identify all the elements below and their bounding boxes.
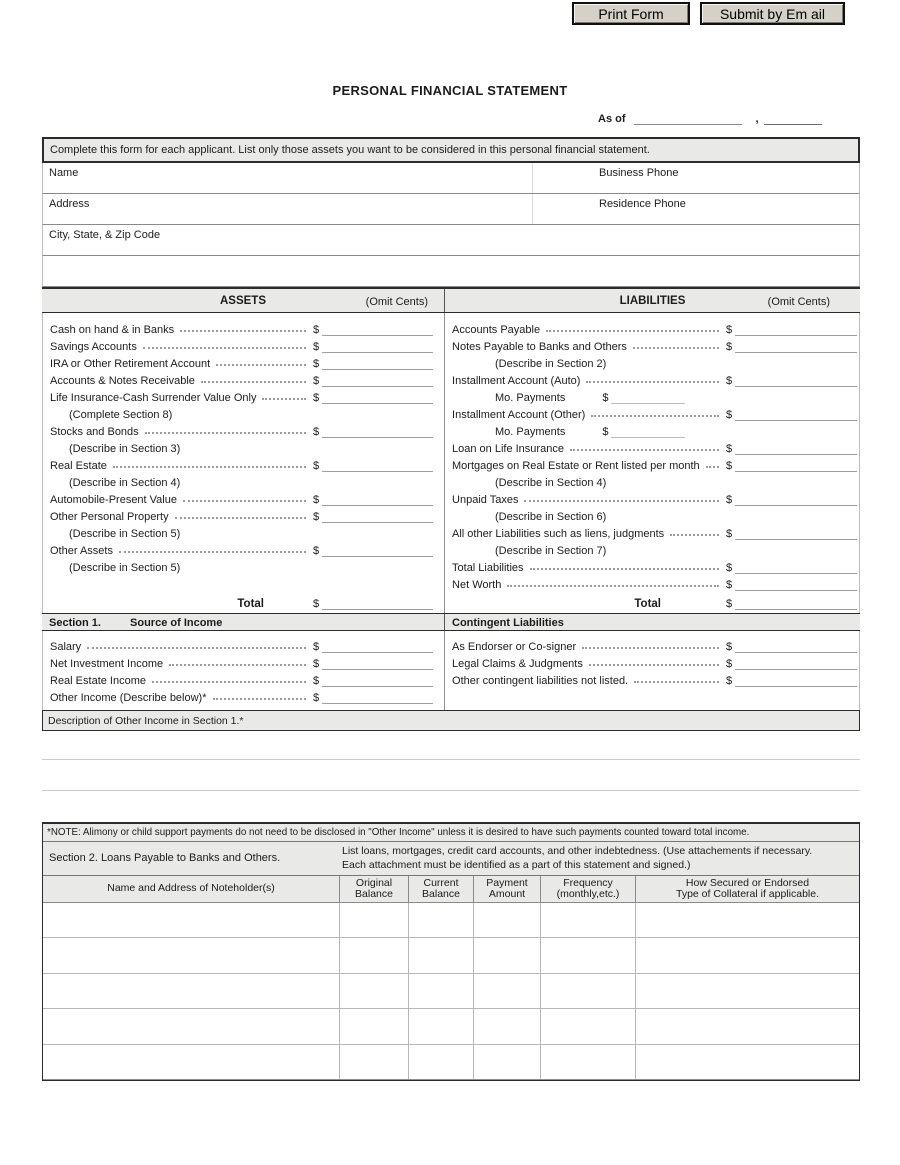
amount-field[interactable] bbox=[322, 459, 433, 472]
dollar-sign: $ bbox=[726, 341, 733, 353]
liability-label: Accounts Payable bbox=[452, 324, 541, 336]
dotted-leader bbox=[145, 432, 306, 434]
table-cell[interactable] bbox=[339, 1045, 408, 1079]
asset-label: Automobile-Present Value bbox=[50, 494, 177, 506]
table-cell[interactable] bbox=[473, 903, 540, 937]
liability-row bbox=[445, 319, 859, 336]
table-cell[interactable] bbox=[43, 903, 339, 937]
section2-instructions-line1: List loans, mortgages, credit card accounts, and other indebtedness. (Use attachements if necessary. bbox=[342, 845, 813, 857]
note-bar bbox=[43, 824, 859, 842]
dollar-sign: $ bbox=[726, 598, 733, 610]
monthly-payments-row bbox=[445, 421, 859, 438]
dollar-sign: $ bbox=[726, 579, 733, 591]
asset-sub-label: (Describe in Section 3) bbox=[69, 443, 181, 455]
write-in-line[interactable] bbox=[42, 790, 860, 791]
liability-row bbox=[445, 370, 859, 387]
liability-label: All other Liabilities such as liens, judgments bbox=[452, 528, 665, 540]
income-row bbox=[43, 636, 444, 653]
liability-row bbox=[445, 438, 859, 455]
assets-header-cell bbox=[42, 289, 445, 312]
table-cell[interactable] bbox=[473, 938, 540, 972]
table-cell[interactable] bbox=[473, 1045, 540, 1079]
dotted-leader bbox=[143, 347, 306, 349]
dotted-leader bbox=[183, 500, 306, 502]
dollar-sign: $ bbox=[313, 460, 320, 472]
table-cell[interactable] bbox=[43, 938, 339, 972]
liability-row bbox=[445, 336, 859, 353]
asset-label: Cash on hand & in Banks bbox=[50, 324, 175, 336]
as-of-label: As of bbox=[598, 113, 626, 125]
amount-field[interactable] bbox=[322, 340, 433, 353]
dollar-sign: $ bbox=[313, 324, 320, 336]
table-cell[interactable] bbox=[635, 938, 859, 972]
dollar-sign: $ bbox=[726, 443, 733, 455]
page-title: PERSONAL FINANCIAL STATEMENT bbox=[332, 83, 568, 98]
divider bbox=[532, 194, 533, 224]
mo-payments-label: Mo. Payments bbox=[495, 392, 566, 404]
asset-row bbox=[43, 370, 444, 387]
dollar-sign: $ bbox=[726, 528, 733, 540]
income-row bbox=[43, 670, 444, 687]
dotted-leader bbox=[175, 517, 306, 519]
liabilities-total-label: Total bbox=[634, 598, 661, 610]
amount-field[interactable] bbox=[735, 408, 857, 421]
dollar-sign: $ bbox=[602, 392, 609, 404]
table-cell[interactable] bbox=[339, 938, 408, 972]
loans-table-header bbox=[43, 876, 859, 903]
section1-header-row bbox=[42, 613, 860, 631]
dollar-sign: $ bbox=[313, 358, 320, 370]
mo-payment-field[interactable] bbox=[611, 425, 685, 438]
dotted-leader bbox=[113, 466, 306, 468]
income-row bbox=[43, 687, 444, 704]
dotted-leader bbox=[546, 330, 719, 332]
dotted-leader bbox=[262, 398, 306, 400]
amount-field[interactable] bbox=[322, 374, 433, 387]
contingent-row bbox=[445, 636, 859, 653]
assets-total-field[interactable] bbox=[322, 597, 433, 610]
contingent-label: Legal Claims & Judgments bbox=[452, 658, 583, 670]
asset-label: Real Estate bbox=[50, 460, 107, 472]
mo-payments-label: Mo. Payments bbox=[495, 426, 566, 438]
liabilities-header-cell bbox=[445, 289, 860, 312]
dollar-sign: $ bbox=[726, 562, 733, 574]
section2-instructions-line2: Each attachment must be identified as a part of this statement and signed.) bbox=[342, 858, 691, 871]
liability-sub-label: (Describe in Section 6) bbox=[495, 511, 607, 523]
table-cell[interactable] bbox=[43, 1009, 339, 1043]
loans-table-row bbox=[43, 903, 859, 938]
section1-body bbox=[42, 631, 860, 710]
dollar-sign: $ bbox=[313, 494, 320, 506]
amount-field[interactable] bbox=[735, 657, 857, 670]
address-label: Address bbox=[49, 198, 90, 210]
amount-field[interactable] bbox=[322, 357, 433, 370]
liabilities-total-row bbox=[445, 591, 859, 613]
table-cell[interactable] bbox=[635, 903, 859, 937]
dotted-leader bbox=[119, 551, 306, 553]
table-cell[interactable] bbox=[43, 1045, 339, 1079]
dotted-leader bbox=[507, 585, 719, 587]
dollar-sign: $ bbox=[313, 426, 320, 438]
dollar-sign: $ bbox=[313, 658, 320, 670]
asset-label: Stocks and Bonds bbox=[50, 426, 139, 438]
dotted-leader bbox=[216, 364, 306, 366]
liability-sub-label: (Describe in Section 4) bbox=[495, 477, 607, 489]
asset-sub-label: (Complete Section 8) bbox=[69, 409, 173, 421]
dollar-sign: $ bbox=[313, 598, 320, 610]
as-of-year-field[interactable] bbox=[764, 112, 822, 125]
liability-sub-label: (Describe in Section 2) bbox=[495, 358, 607, 370]
col-header-noteholder: Name and Address of Noteholder(s) bbox=[107, 882, 275, 895]
dotted-leader bbox=[586, 381, 719, 383]
section2-block bbox=[42, 822, 860, 1081]
assets-liabilities-header bbox=[42, 287, 860, 313]
as-of-comma: , bbox=[755, 113, 759, 125]
liability-label: Installment Account (Other) bbox=[452, 409, 586, 421]
table-cell[interactable] bbox=[408, 1045, 473, 1079]
table-cell[interactable] bbox=[408, 938, 473, 972]
col-header-frequency: Frequency (monthly,etc.) bbox=[540, 876, 635, 902]
amount-field[interactable] bbox=[322, 691, 433, 704]
dotted-leader bbox=[87, 647, 306, 649]
section2-instructions bbox=[342, 842, 859, 875]
table-cell[interactable] bbox=[339, 1009, 408, 1043]
contingent-column bbox=[445, 631, 859, 710]
amount-field[interactable] bbox=[322, 657, 433, 670]
dotted-leader bbox=[530, 568, 719, 570]
dotted-leader bbox=[670, 534, 719, 536]
dollar-sign: $ bbox=[726, 324, 733, 336]
assets-total-row bbox=[43, 591, 444, 613]
section1-subtitle: Source of Income bbox=[130, 617, 223, 629]
dollar-sign: $ bbox=[313, 392, 320, 404]
assets-omit-cents: (Omit Cents) bbox=[365, 296, 428, 308]
assets-total-label: Total bbox=[237, 598, 265, 610]
asset-row bbox=[43, 353, 444, 370]
loans-table-row bbox=[43, 1045, 859, 1080]
section1-header bbox=[42, 614, 445, 630]
asset-row bbox=[43, 455, 444, 472]
liability-row bbox=[445, 574, 859, 591]
amount-field[interactable] bbox=[322, 323, 433, 336]
amount-field[interactable] bbox=[735, 527, 857, 540]
amount-field[interactable] bbox=[735, 674, 857, 687]
liability-label: Loan on Life Insurance bbox=[452, 443, 564, 455]
amount-field[interactable] bbox=[322, 425, 433, 438]
asset-row bbox=[43, 540, 444, 557]
amount-field[interactable] bbox=[735, 340, 857, 353]
amount-field[interactable] bbox=[322, 493, 433, 506]
amount-field[interactable] bbox=[735, 578, 857, 591]
amount-field[interactable] bbox=[735, 374, 857, 387]
dollar-sign: $ bbox=[726, 375, 733, 387]
amount-field[interactable] bbox=[735, 323, 857, 336]
contingent-row bbox=[445, 670, 859, 687]
dollar-sign: $ bbox=[313, 341, 320, 353]
table-cell[interactable] bbox=[540, 1045, 635, 1079]
contingent-row bbox=[445, 653, 859, 670]
amount-field[interactable] bbox=[322, 674, 433, 687]
asset-row bbox=[43, 336, 444, 353]
dollar-sign: $ bbox=[726, 658, 733, 670]
amount-field[interactable] bbox=[735, 442, 857, 455]
liability-label: Mortgages on Real Estate or Rent listed per month bbox=[452, 460, 700, 472]
dollar-sign: $ bbox=[726, 641, 733, 653]
amount-field[interactable] bbox=[322, 640, 433, 653]
asset-sub-label: (Describe in Section 4) bbox=[69, 477, 181, 489]
dotted-leader bbox=[634, 681, 719, 683]
liability-label: Total Liabilities bbox=[452, 562, 524, 574]
table-cell[interactable] bbox=[473, 1009, 540, 1043]
liabilities-column bbox=[445, 313, 859, 613]
liabilities-total-field[interactable] bbox=[735, 597, 857, 610]
dollar-sign: $ bbox=[313, 692, 320, 704]
table-cell[interactable] bbox=[408, 1009, 473, 1043]
amount-field[interactable] bbox=[322, 544, 433, 557]
amount-field[interactable] bbox=[735, 493, 857, 506]
dollar-sign: $ bbox=[726, 460, 733, 472]
col-header-current-balance: Current Balance bbox=[408, 876, 473, 902]
income-label: Real Estate Income bbox=[50, 675, 146, 687]
city-state-zip-label: City, State, & Zip Code bbox=[49, 229, 161, 241]
asset-label: Other Personal Property bbox=[50, 511, 169, 523]
dotted-leader bbox=[633, 347, 719, 349]
loans-table-row bbox=[43, 938, 859, 973]
divider bbox=[532, 163, 533, 193]
asset-label: Life Insurance-Cash Surrender Value Only bbox=[50, 392, 257, 404]
asset-sub-label: (Describe in Section 5) bbox=[69, 562, 181, 574]
table-cell[interactable] bbox=[339, 903, 408, 937]
dollar-sign: $ bbox=[726, 494, 733, 506]
dotted-leader bbox=[201, 381, 306, 383]
dollar-sign: $ bbox=[313, 545, 320, 557]
amount-field[interactable] bbox=[735, 459, 857, 472]
dollar-sign: $ bbox=[726, 675, 733, 687]
liability-label: Notes Payable to Banks and Others bbox=[452, 341, 627, 353]
asset-row bbox=[43, 489, 444, 506]
amount-field[interactable] bbox=[322, 510, 433, 523]
dotted-leader bbox=[582, 647, 719, 649]
name-row[interactable] bbox=[42, 163, 860, 194]
dotted-leader bbox=[706, 466, 719, 468]
income-label: Salary bbox=[50, 641, 82, 653]
as-of-date-field[interactable] bbox=[634, 112, 742, 125]
table-cell[interactable] bbox=[473, 974, 540, 1008]
table-cell[interactable] bbox=[635, 974, 859, 1008]
asset-row bbox=[43, 506, 444, 523]
table-cell[interactable] bbox=[540, 903, 635, 937]
table-cell[interactable] bbox=[540, 974, 635, 1008]
table-cell[interactable] bbox=[540, 1009, 635, 1043]
as-of-row bbox=[598, 112, 822, 125]
section1-title: Section 1. bbox=[49, 617, 101, 629]
table-cell[interactable] bbox=[339, 974, 408, 1008]
write-in-line[interactable] bbox=[42, 759, 860, 760]
contingent-liabilities-header: Contingent Liabilities bbox=[452, 617, 564, 629]
dotted-leader bbox=[213, 698, 307, 700]
dotted-leader bbox=[570, 449, 719, 451]
dollar-sign: $ bbox=[313, 641, 320, 653]
asset-row bbox=[43, 421, 444, 438]
col-header-how-secured: How Secured or Endorsed Type of Collateral if applicable. bbox=[635, 876, 859, 902]
address-row[interactable] bbox=[42, 194, 860, 225]
liability-row bbox=[445, 489, 859, 506]
table-cell[interactable] bbox=[408, 903, 473, 937]
liability-sub-label: (Describe in Section 7) bbox=[495, 545, 607, 557]
asset-label: IRA or Other Retirement Account bbox=[50, 358, 211, 370]
table-cell[interactable] bbox=[635, 1009, 859, 1043]
table-cell[interactable] bbox=[635, 1045, 859, 1079]
blank-row[interactable] bbox=[42, 256, 860, 287]
liability-label: Unpaid Taxes bbox=[452, 494, 519, 506]
table-cell[interactable] bbox=[43, 974, 339, 1008]
col-header-original-balance: Original Balance bbox=[339, 876, 408, 902]
amount-field[interactable] bbox=[735, 561, 857, 574]
dotted-leader bbox=[589, 664, 719, 666]
dotted-leader bbox=[524, 500, 719, 502]
loans-table-row bbox=[43, 1009, 859, 1044]
city-state-zip-row[interactable] bbox=[42, 225, 860, 256]
monthly-payments-row bbox=[445, 387, 859, 404]
dollar-sign: $ bbox=[313, 675, 320, 687]
section2-header-row bbox=[43, 842, 859, 876]
income-label: Other Income (Describe below)* bbox=[50, 692, 207, 704]
income-column bbox=[43, 631, 445, 710]
asset-label: Savings Accounts bbox=[50, 341, 137, 353]
dollar-sign: $ bbox=[313, 511, 320, 523]
submit-by-email-button[interactable]: Submit by Em ail bbox=[700, 2, 845, 25]
instruction-bar bbox=[42, 137, 860, 163]
residence-phone-label: Residence Phone bbox=[599, 198, 686, 210]
loans-table-row bbox=[43, 974, 859, 1009]
asset-label: Other Assets bbox=[50, 545, 113, 557]
liability-row bbox=[445, 523, 859, 540]
dollar-sign: $ bbox=[313, 375, 320, 387]
asset-row bbox=[43, 387, 444, 404]
assets-liabilities-body bbox=[42, 313, 860, 613]
table-cell[interactable] bbox=[540, 938, 635, 972]
instruction-text: Complete this form for each applicant. List only those assets you want to be considered in this personal financial statement. bbox=[50, 144, 650, 156]
contingent-label: Other contingent liabilities not listed. bbox=[452, 675, 629, 687]
income-row bbox=[43, 653, 444, 670]
liability-label: Installment Account (Auto) bbox=[452, 375, 581, 387]
asset-sub-label: (Describe in Section 5) bbox=[69, 528, 181, 540]
asset-row bbox=[43, 319, 444, 336]
print-form-button[interactable]: Print Form bbox=[572, 2, 690, 25]
table-cell[interactable] bbox=[408, 974, 473, 1008]
dollar-sign: $ bbox=[726, 409, 733, 421]
assets-heading: ASSETS bbox=[219, 294, 266, 307]
liability-row bbox=[445, 404, 859, 421]
dotted-leader bbox=[180, 330, 306, 332]
contingent-label: As Endorser or Co-signer bbox=[452, 641, 577, 653]
form-body bbox=[42, 137, 860, 1081]
col-header-payment-amount: Payment Amount bbox=[473, 876, 540, 902]
business-phone-label: Business Phone bbox=[599, 167, 679, 179]
asset-label: Accounts & Notes Receivable bbox=[50, 375, 195, 387]
name-label: Name bbox=[49, 167, 79, 179]
dotted-leader bbox=[169, 664, 306, 666]
liabilities-heading: LIABILITIES bbox=[619, 294, 686, 307]
dotted-leader bbox=[152, 681, 306, 683]
description-of-other-income-bar: Description of Other Income in Section 1.* bbox=[42, 710, 860, 731]
dotted-leader bbox=[591, 415, 719, 417]
amount-field[interactable] bbox=[322, 391, 433, 404]
dollar-sign: $ bbox=[602, 426, 609, 438]
liability-row bbox=[445, 557, 859, 574]
mo-payment-field[interactable] bbox=[611, 391, 685, 404]
note-text: *NOTE: Alimony or child support payments do not need to be disclosed in "Other Income" unless it is desired to have such payments counted toward total income. bbox=[47, 827, 750, 838]
liabilities-omit-cents: (Omit Cents) bbox=[767, 296, 830, 308]
income-label: Net Investment Income bbox=[50, 658, 164, 670]
liability-label: Net Worth bbox=[452, 579, 502, 591]
amount-field[interactable] bbox=[735, 640, 857, 653]
liability-row bbox=[445, 455, 859, 472]
section2-label: Section 2. Loans Payable to Banks and Others. bbox=[49, 852, 281, 864]
assets-column bbox=[43, 313, 445, 613]
